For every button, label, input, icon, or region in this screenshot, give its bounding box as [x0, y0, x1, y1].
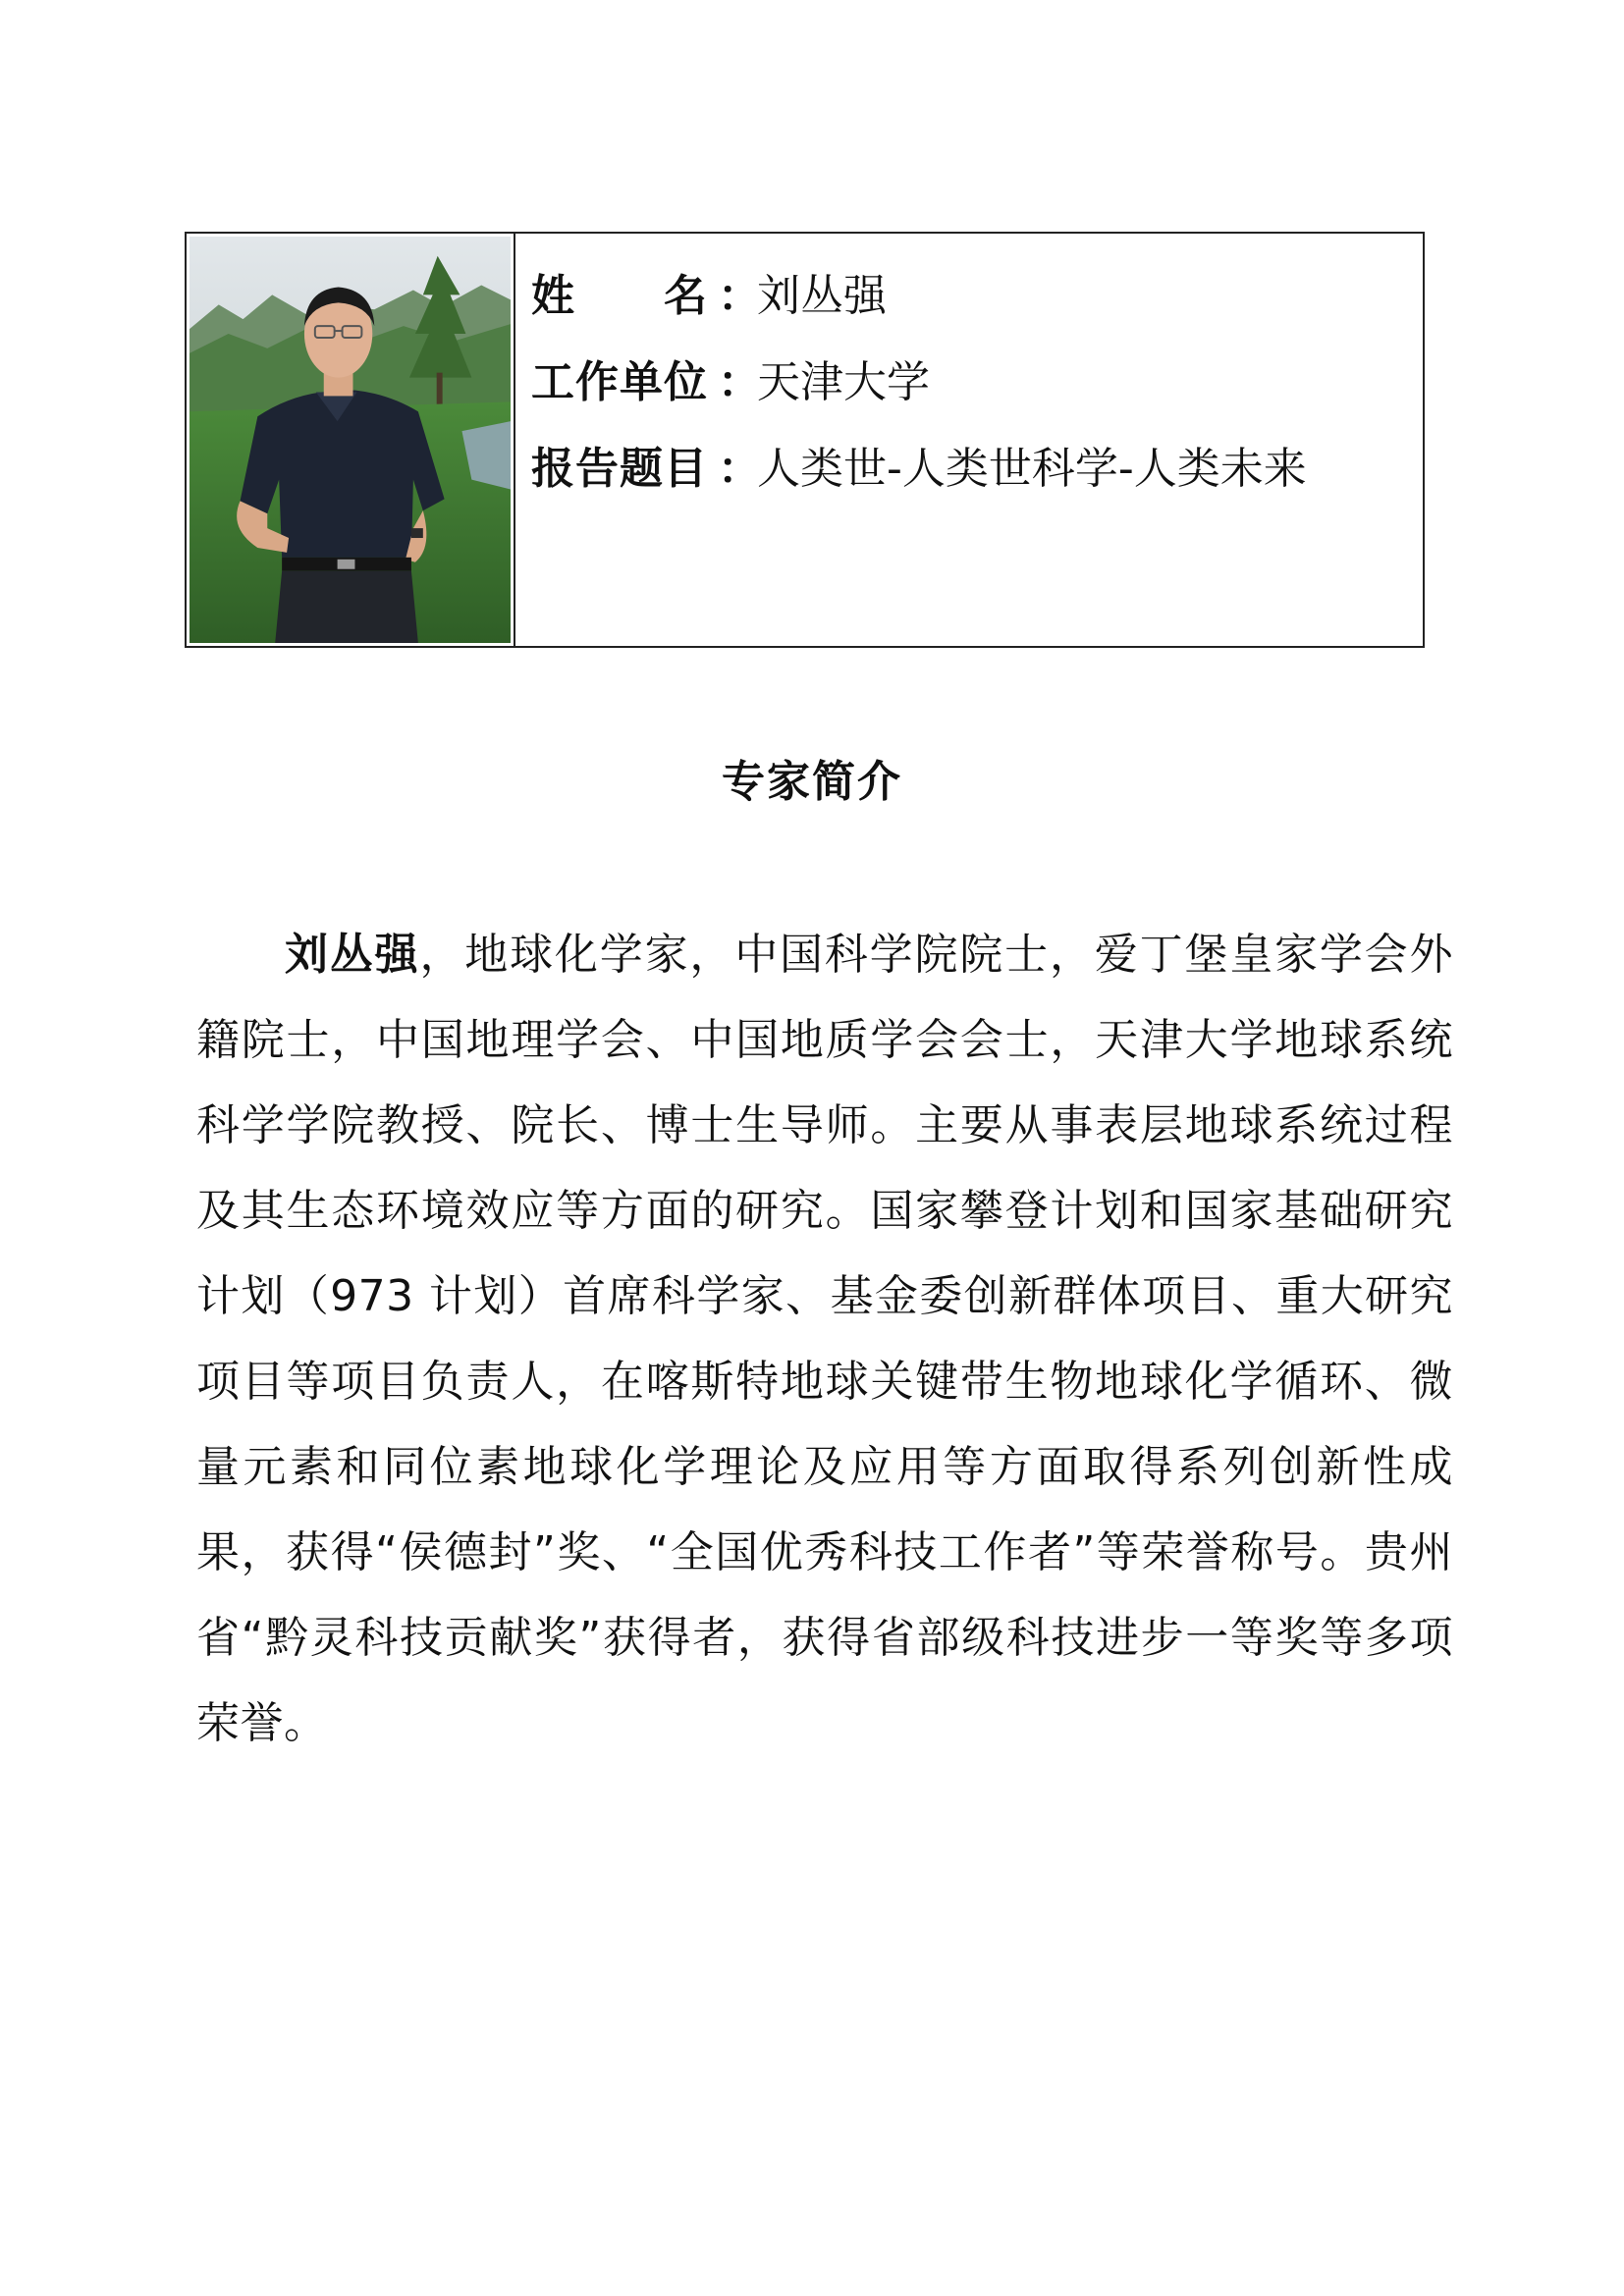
name-value: 刘丛强	[757, 271, 887, 321]
name-colon: ：	[718, 271, 761, 321]
portrait-image	[189, 237, 511, 643]
topic-label: 报告题目	[531, 444, 708, 494]
profile-info	[515, 234, 1423, 646]
topic-row	[531, 426, 1423, 512]
affiliation-label: 工作单位	[531, 357, 708, 407]
name-label: 姓 名	[531, 271, 708, 321]
topic-colon: ：	[718, 444, 761, 494]
affiliation-row	[531, 340, 1423, 426]
bio-name: 刘丛强	[285, 930, 420, 980]
bio-paragraph	[196, 912, 1453, 1766]
name-row	[531, 253, 1423, 340]
portrait-photo	[187, 234, 515, 646]
profile-table	[185, 232, 1425, 648]
affiliation-value: 天津大学	[757, 357, 930, 407]
section-title: 专家简介	[722, 757, 902, 807]
affiliation-colon: ：	[718, 357, 761, 407]
bio-text: ，地球化学家，中国科学院院士，爱丁堡皇家学会外籍院士，中国地理学会、中国地质学会会士，天津大学地球系统科学学院教授、院长、博士生导师。主要从事表层地球系统过程及其生态环境效应等方面的研究。国家攀登计划和国家基础研究计划（973 计划）首席科学家、基金委创新群体项目、重大研究项目等项目负责人，在喀斯特地球关键带生物地球化学循环、微量元素和同位素地球化学理论及应用等方面取得系列创新性成果，获得“侯德封”奖、“全国优秀科技工作者”等荣誉称号。贵州省“黔灵科技贡献奖”获得者，获得省部级科技进步一等奖等多项荣誉。	[196, 930, 1454, 1748]
topic-value: 人类世-人类世科学-人类未来	[757, 444, 1307, 494]
